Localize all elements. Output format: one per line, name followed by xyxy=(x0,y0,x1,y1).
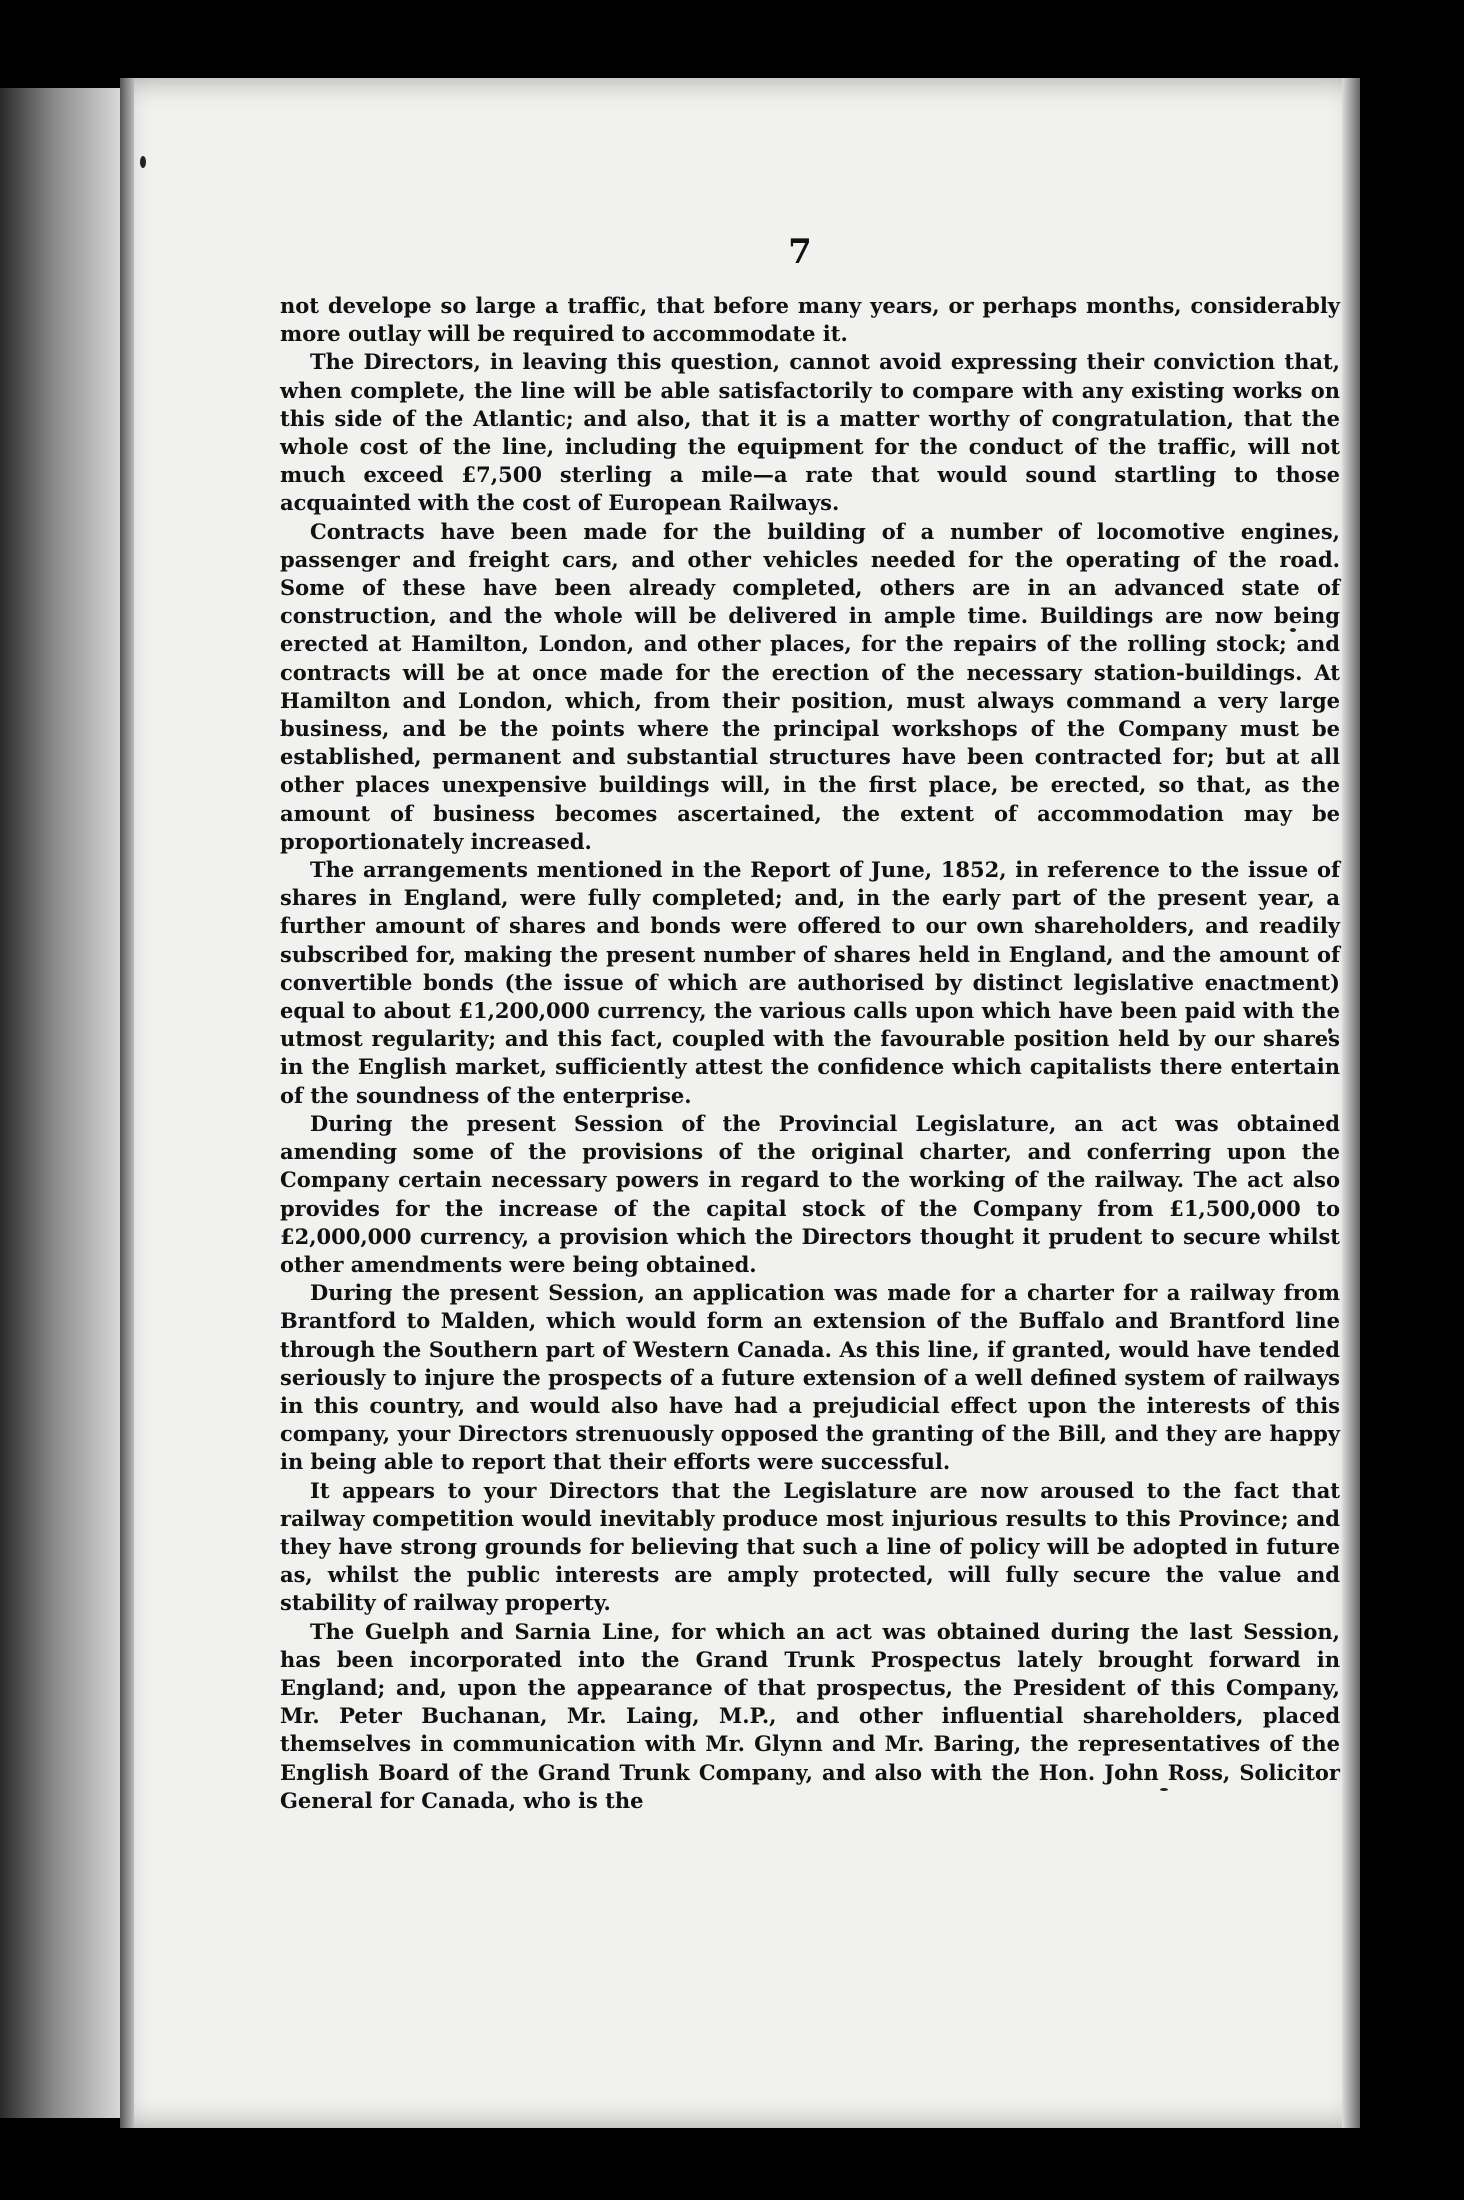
body-text xyxy=(280,234,1340,1815)
paragraph: not develope so large a traffic, that before many years, or perhaps months, considerably more outlay will be required to accommodate it. xyxy=(280,293,1340,347)
document-page xyxy=(120,78,1360,2128)
paragraph: Contracts have been made for the building of a number of locomotive engines, passenger and freight cars, and other vehicles needed for the operating of the road. Some of these have been already completed, others are in an advanced state of construction, and the whole will be delivered in ample time. Buildings are now being erected at Hamilton, London, and other places, for the repairs of the rolling stock; and contracts will be at once made for the erection of the necessary station-buildings. At Hamilton and London, which, from their position, must always command a very large business, and be the points where the principal workshops of the Company must be established, permanent and substantial structures have been contracted for; but at all other places unexpensive buildings will, in the first place, be erected, so that, as the amount of business becomes ascertained, the extent of accommodation may be proportionately increased. xyxy=(280,518,1340,854)
page-number: 7 xyxy=(788,232,812,272)
paragraph: During the present Session, an application was made for a charter for a railway from Brantford to Malden, which would form an extension of the Buffalo and Brantford line through the Southern part of Western Canada. As this line, if granted, would have tended seriously to injure the prospects of a future extension of a well defined system of railways in this country, and would also have had a prejudicial effect upon the interests of this company, your Directors strenuously opposed the granting of the Bill, and they are happy in being able to report that their efforts were successful. xyxy=(280,1280,1340,1475)
ink-speck xyxy=(140,156,146,168)
paragraph: The arrangements mentioned in the Report of June, 1852, in reference to the issue of shares in England, were fully completed; and, in the early part of the present year, a further amount of shares and bonds were offered to our own shareholders, and readily subscribed for, making the present number of shares held in England, and the amount of convertible bonds (the issue of which are authorised by distinct legislative enactment) equal to about £1,200,000 currency, the various calls upon which have been paid with the utmost regularity; and this fact, coupled with the favourable position held by our shares in the English market, sufficiently attest the confidence which capitalists there entertain of the soundness of the enterprise. xyxy=(280,857,1340,1108)
facing-page-edge xyxy=(0,88,120,2118)
paragraph: It appears to your Directors that the Legislature are now aroused to the fact that railway competition would inevitably produce most injurious results to this Province; and they have strong grounds for believing that such a line of policy will be adopted in future as, whilst the public interests are amply protected, will fully secure the value and stability of railway property. xyxy=(280,1477,1340,1616)
paragraph: The Guelph and Sarnia Line, for which an act was obtained during the last Session, has been incorporated into the Grand Trunk Prospectus lately brought forward in England; and, upon the appearance of that prospectus, the President of this Company, Mr. Peter Buchanan, Mr. Laing, M.P., and other influential shareholders, placed themselves in communication with Mr. Glynn and Mr. Baring, the representatives of the English Board of the Grand Trunk Company, and also with the Hon. John Ross, Solicitor General for Canada, who is the xyxy=(280,1618,1340,1813)
paragraph: The Directors, in leaving this question, cannot avoid expressing their conviction that, when complete, the line will be able satisfactorily to compare with any existing works on this side of the Atlantic; and also, that it is a matter worthy of congratulation, that the whole cost of the line, including the equipment for the conduct of the traffic, will not much exceed £7,500 sterling a mile—a rate that would sound startling to those acquainted with the cost of European Railways. xyxy=(280,349,1340,516)
page-outer-edge xyxy=(1342,78,1360,2128)
page-binding-shadow xyxy=(120,78,134,2128)
paragraph: During the present Session of the Provincial Legislature, an act was obtained amending some of the provisions of the original charter, and conferring upon the Company certain necessary powers in regard to the working of the railway. The act also provides for the increase of the capital stock of the Company from £1,500,000 to £2,000,000 currency, a provision which the Directors thought it prudent to secure whilst other amendments were being obtained. xyxy=(280,1110,1340,1277)
